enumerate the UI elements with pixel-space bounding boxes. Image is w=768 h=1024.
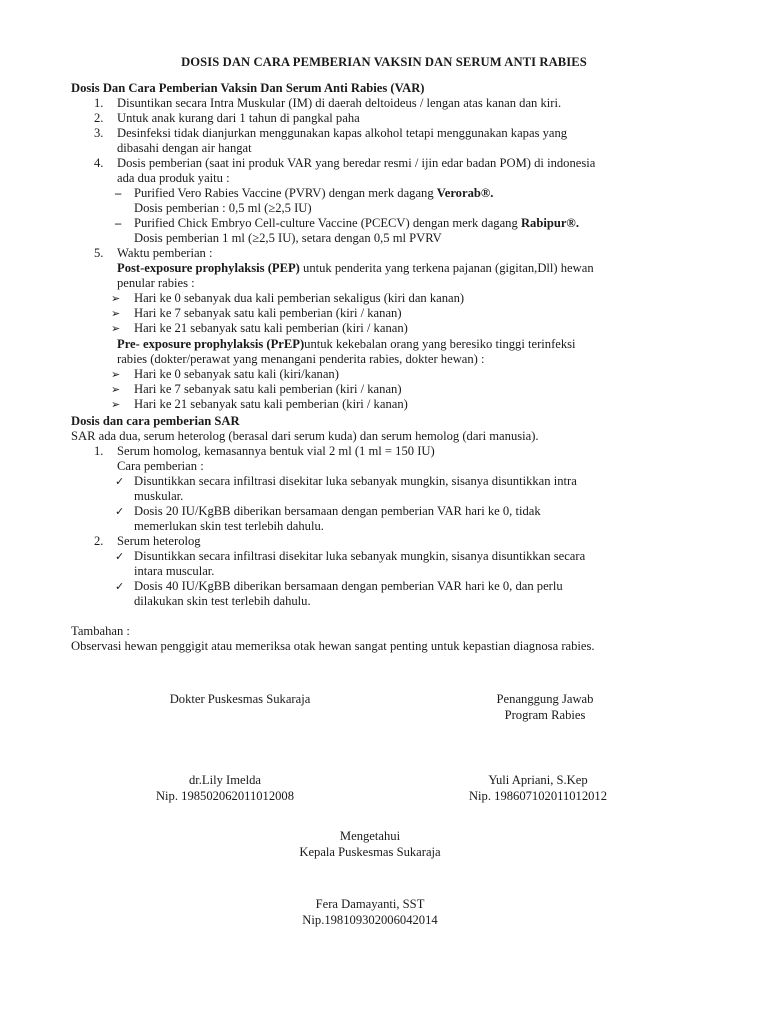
check-text: Disuntikkan secara infiltrasi disekitar luka sebanyak mungkin, sisanya disuntikkan secara	[134, 549, 586, 563]
check-bullet-icon: ✓	[115, 475, 125, 488]
pep-label: Post-exposure prophylaksis (PEP)	[117, 261, 300, 275]
tambahan-text: Observasi hewan penggigit atau memeriksa otak hewan sangat penting untuk kepastian diagnosa rabies.	[71, 639, 595, 653]
list-item	[71, 246, 711, 261]
schedule-text: Hari ke 21 sebanyak satu kali pemberian (kiri / kanan)	[134, 321, 408, 335]
prep-label: Pre- exposure prophylaksis (PrEP)	[117, 337, 305, 351]
product-text: Purified Vero Rabies Vaccine (PVRV) dengan merk dagang	[134, 186, 437, 200]
product-item	[71, 216, 711, 246]
schedule-item	[71, 397, 711, 412]
product-item	[71, 186, 711, 216]
pep-text: untuk penderita yang terkena pajanan (gigitan,Dll) hewan	[299, 261, 594, 275]
check-text: Dosis 20 IU/KgBB diberikan bersamaan dengan pemberian VAR hari ke 0, tidak	[134, 504, 541, 518]
check-item	[71, 474, 711, 504]
signature-title: Penanggung Jawab	[496, 692, 594, 706]
schedule-text: Hari ke 21 sebanyak satu kali pemberian (kiri / kanan)	[134, 397, 408, 411]
product-brand: Verorab®.	[436, 186, 494, 200]
signature-title-line2: Kepala Puskesmas Sukaraja	[299, 845, 441, 859]
list-item-text-cont: dibasahi dengan air hangat	[117, 141, 252, 155]
dash-marker: –	[115, 186, 122, 200]
product-dose: Dosis pemberian : 0,5 ml (≥2,5 IU)	[134, 201, 312, 215]
schedule-item	[71, 382, 711, 397]
signatory-nip: Nip.198109302006042014	[302, 913, 438, 927]
signature-right-title	[415, 691, 675, 723]
sar-section-heading: Dosis dan cara pemberian SAR	[71, 414, 240, 428]
schedule-text: Hari ke 7 sebanyak satu kali pemberian (kiri / kanan)	[134, 306, 402, 320]
arrow-bullet-icon: ➢	[111, 322, 121, 335]
check-text: Disuntikkan secara infiltrasi disekitar luka sebanyak mungkin, sisanya disuntikkan intra	[134, 474, 577, 488]
list-item-text: Desinfeksi tidak dianjurkan menggunakan kapas alkohol tetapi menggunakan kapas yang	[117, 126, 568, 140]
signatory-nip: Nip. 198502062011012008	[155, 789, 295, 803]
arrow-bullet-icon: ➢	[111, 307, 121, 320]
list-item-text: Serum heterolog	[117, 534, 201, 548]
list-item-text: Untuk anak kurang dari 1 tahun di pangkal paha	[117, 111, 360, 125]
schedule-item	[71, 321, 711, 336]
tambahan-label: Tambahan :	[71, 624, 130, 638]
list-item	[71, 111, 711, 126]
signatory-name: Yuli Apriani, S.Kep	[488, 773, 588, 787]
signature-title: Dokter Puskesmas Sukaraja	[169, 692, 311, 706]
list-item	[71, 444, 711, 474]
signature-title-line2: Program Rabies	[504, 708, 586, 722]
check-bullet-icon: ✓	[115, 505, 125, 518]
signature-center-title	[250, 828, 490, 860]
product-dose: Dosis pemberian 1 ml (≥2,5 IU), setara dengan 0,5 ml PVRV	[134, 231, 442, 245]
list-item	[71, 126, 711, 156]
check-bullet-icon: ✓	[115, 580, 125, 593]
arrow-bullet-icon: ➢	[111, 368, 121, 381]
check-text-cont: dilakukan skin test terlebih dahulu.	[134, 594, 311, 608]
list-item	[71, 156, 711, 186]
check-text-cont: intara muscular.	[134, 564, 215, 578]
list-number: 1.	[94, 444, 104, 458]
list-number: 1.	[94, 96, 104, 110]
document-body	[71, 81, 711, 654]
check-text-cont: muskular.	[134, 489, 184, 503]
check-bullet-icon: ✓	[115, 550, 125, 563]
var-section-heading: Dosis Dan Cara Pemberian Vaksin Dan Serum Anti Rabies (VAR)	[71, 81, 425, 95]
pep-paragraph	[71, 261, 711, 291]
signature-title: Mengetahui	[339, 829, 401, 843]
schedule-item	[71, 367, 711, 382]
signature-left-name-block	[100, 772, 350, 804]
check-text-cont: memerlukan skin test terlebih dahulu.	[134, 519, 324, 533]
signature-center-name-block	[250, 896, 490, 928]
prep-text-cont: rabies (dokter/perawat yang menangani penderita rabies, dokter hewan) :	[117, 352, 485, 366]
signatory-name: Fera Damayanti, SST	[315, 897, 425, 911]
list-item-text: Disuntikan secara Intra Muskular (IM) di daerah deltoideus / lengan atas kanan dan kiri.	[117, 96, 562, 110]
list-item-subtext: Cara pemberian :	[117, 459, 204, 473]
list-number: 2.	[94, 534, 104, 548]
product-text: Purified Chick Embryo Cell-culture Vaccine (PCECV) dengan merk dagang	[134, 216, 521, 230]
check-item	[71, 549, 711, 579]
schedule-text: Hari ke 7 sebanyak satu kali pemberian (kiri / kanan)	[134, 382, 402, 396]
schedule-item	[71, 291, 711, 306]
arrow-bullet-icon: ➢	[111, 292, 121, 305]
sar-intro: SAR ada dua, serum heterolog (berasal dari serum kuda) dan serum hemolog (dari manusia).	[71, 429, 539, 443]
signatory-nip: Nip. 198607102011012012	[468, 789, 608, 803]
list-number: 4.	[94, 156, 104, 170]
schedule-text: Hari ke 0 sebanyak dua kali pemberian sekaligus (kiri dan kanan)	[134, 291, 465, 305]
list-item	[71, 96, 711, 111]
document-title: DOSIS DAN CARA PEMBERIAN VAKSIN DAN SERUM ANTI RABIES	[181, 55, 587, 69]
check-item	[71, 579, 711, 609]
pep-text-cont: penular rabies :	[117, 276, 195, 290]
dash-marker: –	[115, 216, 122, 230]
signature-left-title	[115, 691, 365, 707]
signature-right-name-block	[413, 772, 663, 804]
list-item-text: Serum homolog, kemasannya bentuk vial 2 ml (1 ml = 150 IU)	[117, 444, 435, 458]
prep-text: untuk kekebalan orang yang beresiko tinggi terinfeksi	[304, 337, 576, 351]
list-item-text-cont: ada dua produk yaitu :	[117, 171, 230, 185]
check-item	[71, 504, 711, 534]
schedule-text: Hari ke 0 sebanyak satu kali (kiri/kanan)	[134, 367, 339, 381]
check-text: Dosis 40 IU/KgBB diberikan bersamaan dengan pemberian VAR hari ke 0, dan perlu	[134, 579, 563, 593]
schedule-item	[71, 306, 711, 321]
prep-paragraph	[71, 337, 711, 367]
list-number: 2.	[94, 111, 104, 125]
arrow-bullet-icon: ➢	[111, 383, 121, 396]
arrow-bullet-icon: ➢	[111, 398, 121, 411]
product-brand: Rabipur®.	[520, 216, 579, 230]
list-number: 3.	[94, 126, 104, 140]
list-item	[71, 534, 711, 549]
list-item-text: Waktu pemberian :	[117, 246, 213, 260]
signatory-name: dr.Lily Imelda	[188, 773, 262, 787]
list-item-text: Dosis pemberian (saat ini produk VAR yang beredar resmi / ijin edar badan POM) di indonesia	[117, 156, 596, 170]
list-number: 5.	[94, 246, 104, 260]
